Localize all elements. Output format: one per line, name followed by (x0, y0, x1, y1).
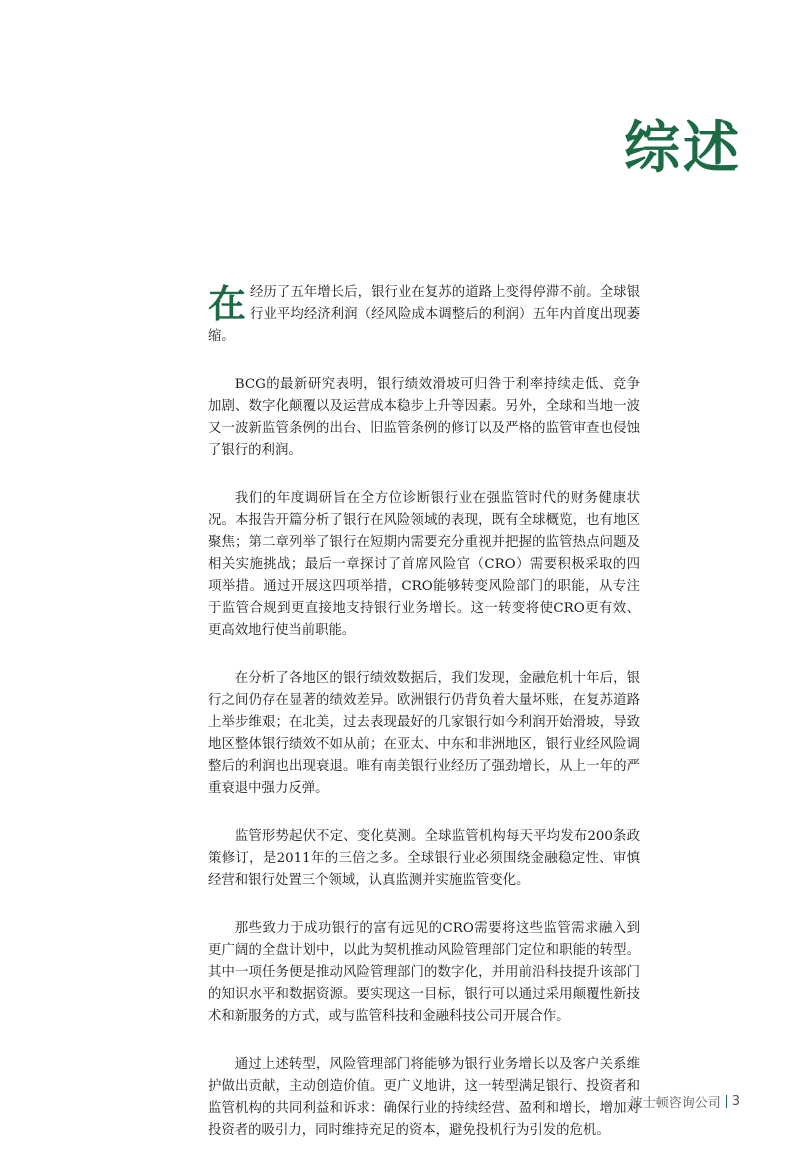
footer-company: 波士顿咨询公司 (629, 1096, 721, 1111)
paragraph-7: 通过上述转型，风险管理部门将能够为银行业务增长以及客户关系维护做出贡献，主动创造价值。更广义地讲，这一转型满足银行、投资者和监管机构的共同利益和诉求：确保行业的持续经营、盈利和增长，增加对投资者的吸引力，同时维持充足的资本，避免投机行为引发的危机。 (208, 1057, 640, 1138)
paragraph-6: 那些致力于成功银行的富有远见的CRO需要将这些监管需求融入到更广阔的全盘计划中，以此为契机推动风险管理部门定位和职能的转型。其中一项任务便是推动风险管理部门的数字化，并用前沿科技提升该部门的知识水平和数据资源。要实现这一目标，银行可以通过采用颠覆性新技术和新服务的方式，或与监管科技和金融科技公司开展合作。 (208, 921, 640, 1024)
paragraph-intro (208, 282, 640, 348)
paragraph-4: 在分析了各地区的银行绩效数据后，我们发现，金融危机十年后，银行之间仍存在显著的绩效差异。欧洲银行仍背负着大量坏账，在复苏道路上举步维艰；在北美，过去表现最好的几家银行如今利润开始滑坡，导致地区整体银行绩效不如从前；在亚太、中东和非洲地区，银行业经风险调整后的利润也出现衰退。唯有南美银行业经历了强劲增长，从上一年的严重衰退中强力反弹。 (208, 671, 640, 796)
paragraph-2: BCG的最新研究表明，银行绩效滑坡可归咎于利率持续走低、竞争加剧、数字化颠覆以及运营成本稳步上升等因素。另外，全球和当地一波又一波新监管条例的出台、旧监管条例的修订以及严格的监管审查也侵蚀了银行的利润。 (208, 377, 640, 458)
page-footer (630, 1092, 740, 1111)
paragraph-3: 我们的年度调研旨在全方位诊断银行业在强监管时代的财务健康状况。本报告开篇分析了银行在风险领域的表现，既有全球概览，也有地区聚焦；第二章列举了银行在短期内需要充分重视并把握的监管热点问题及相关实施挑战；最后一章探讨了首席风险官（CRO）需要积极采取的四项举措。通过开展这四项举措，CRO能够转变风险部门的职能，从专注于监管合规到更直接地支持银行业务增长。这一转变将使CRO更有效、更高效地行使当前职能。 (208, 491, 640, 638)
paragraph-5: 监管形势起伏不定、变化莫测。全球监管机构每天平均发布200条政策修订，是2011年的三倍之多。全球银行业必须围绕金融稳定性、审慎经营和银行处置三个领域，认真监测并实施监管变化。 (208, 829, 640, 888)
footer-divider (726, 1095, 727, 1108)
drop-cap: 在 (208, 281, 247, 326)
body-text (208, 282, 640, 1168)
page-title: 综述 (624, 114, 742, 181)
paragraph-intro-text: 经历了五年增长后，银行业在复苏的道路上变得停滞不前。全球银行业平均经济利润（经风险成本调整后的利润）五年内首度出现萎缩。 (208, 285, 640, 344)
page-number: 3 (731, 1094, 740, 1109)
